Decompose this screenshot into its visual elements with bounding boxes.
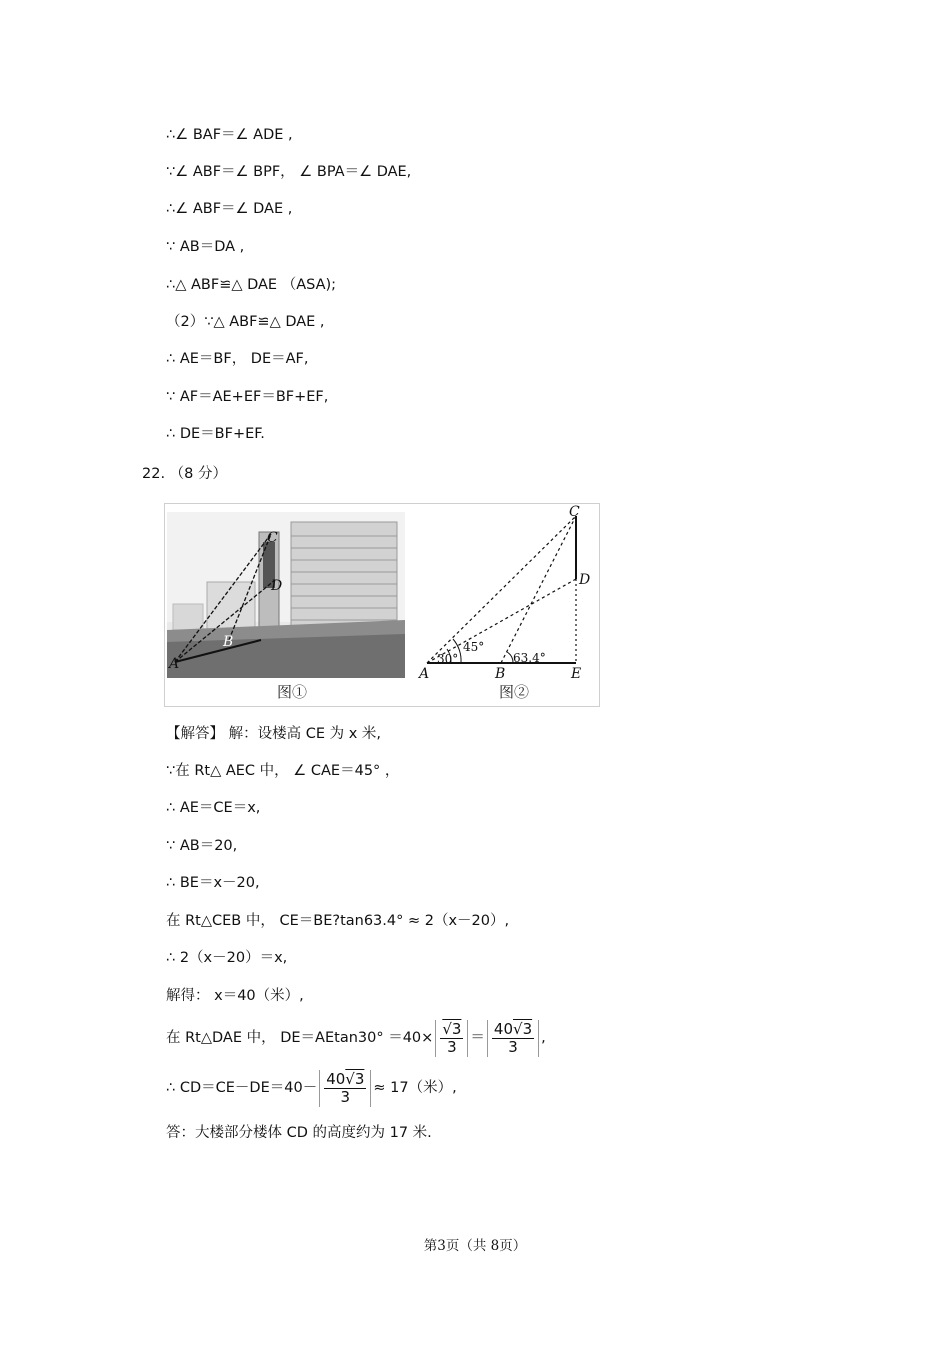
answer-line-cd xyxy=(166,1066,457,1110)
fraction-40sqrt3-over-3 xyxy=(487,1020,539,1057)
photo-label-a: A xyxy=(169,656,180,672)
answer-line-de xyxy=(166,1016,546,1060)
de-suffix: , xyxy=(541,1030,546,1046)
angle-30-label: 30° xyxy=(437,652,459,666)
fraction-denominator: 3 xyxy=(340,1087,351,1106)
fraction-radical: √3 xyxy=(513,1019,533,1038)
problem-figure xyxy=(164,503,600,707)
proof-line: ∴∠ BAF＝∠ ADE , xyxy=(166,127,293,143)
answer-line: ∵ AB＝20, xyxy=(166,838,238,854)
proof-line: ∵ AF＝AE+EF＝BF+EF, xyxy=(166,389,329,405)
fraction-denominator: 3 xyxy=(508,1037,518,1056)
diagram-label-d: D xyxy=(579,572,591,588)
fraction-coefficient: 40 xyxy=(493,1019,514,1038)
cd-suffix: ≈ 17（米）, xyxy=(373,1080,457,1096)
proof-line: （2）∵△ ABF≌△ DAE , xyxy=(166,314,325,330)
answer-line: ∴ 2（x－20）＝x, xyxy=(166,950,288,966)
geometry-diagram-2 xyxy=(411,504,597,704)
de-prefix: 在 Rt△DAE 中， DE＝AEtan30° ＝40× xyxy=(166,1030,434,1046)
proof-line: ∵∠ ABF＝∠ BPF， ∠ BPA＝∠ DAE, xyxy=(166,164,412,180)
proof-line: ∴ DE＝BF+EF. xyxy=(166,426,265,442)
diagram-label-e: E xyxy=(571,666,582,682)
photo-figure-1 xyxy=(167,512,405,678)
answer-line: ∴ BE＝x－20, xyxy=(166,875,260,891)
equals-sign: ＝ xyxy=(470,1030,485,1046)
photo-label-b: B xyxy=(223,634,234,650)
fraction-40sqrt3-over-3 xyxy=(319,1070,371,1107)
question-header: 22. （8 分） xyxy=(142,466,228,482)
angle-45-label: 45° xyxy=(463,640,485,654)
angle-634-label: 63.4° xyxy=(513,651,546,665)
answer-line: ∵在 Rt△ AEC 中， ∠ CAE＝45° ， xyxy=(166,763,400,779)
figure-caption-2: 图② xyxy=(499,683,530,701)
photo-label-d: D xyxy=(271,578,283,594)
proof-line: ∵ AB＝DA , xyxy=(166,239,245,255)
fraction-coefficient: 40 xyxy=(326,1069,346,1088)
fraction-denominator: 3 xyxy=(447,1037,457,1056)
fraction-radical: √3 xyxy=(345,1069,365,1088)
proof-line: ∴∠ ABF＝∠ DAE , xyxy=(166,201,293,217)
photo-label-c: C xyxy=(267,530,278,546)
figure-caption-1: 图① xyxy=(277,683,308,701)
final-answer: 答：大楼部分楼体 CD 的高度约为 17 米. xyxy=(166,1125,432,1141)
answer-line: 解得： x＝40（米）, xyxy=(166,988,304,1004)
fraction-sqrt3-over-3 xyxy=(435,1020,468,1057)
diagram-label-c: C xyxy=(569,504,580,520)
proof-line: ∴ AE＝BF， DE＝AF, xyxy=(166,351,309,367)
diagram-label-b: B xyxy=(495,666,506,682)
answer-line: 【解答】 解：设楼高 CE 为 x 米, xyxy=(166,726,382,742)
fraction-numerator: √3 xyxy=(442,1019,462,1038)
diagram-label-a: A xyxy=(419,666,430,682)
proof-line: ∴△ ABF≌△ DAE （ASA); xyxy=(166,277,337,293)
answer-line: 在 Rt△CEB 中， CE＝BE?tan63.4° ≈ 2（x－20）, xyxy=(166,913,510,929)
page-footer: 第3页（共 8页） xyxy=(423,1238,527,1254)
cd-prefix: ∴ CD＝CE－DE＝40－ xyxy=(166,1080,318,1096)
answer-line: ∴ AE＝CE＝x, xyxy=(166,800,261,816)
